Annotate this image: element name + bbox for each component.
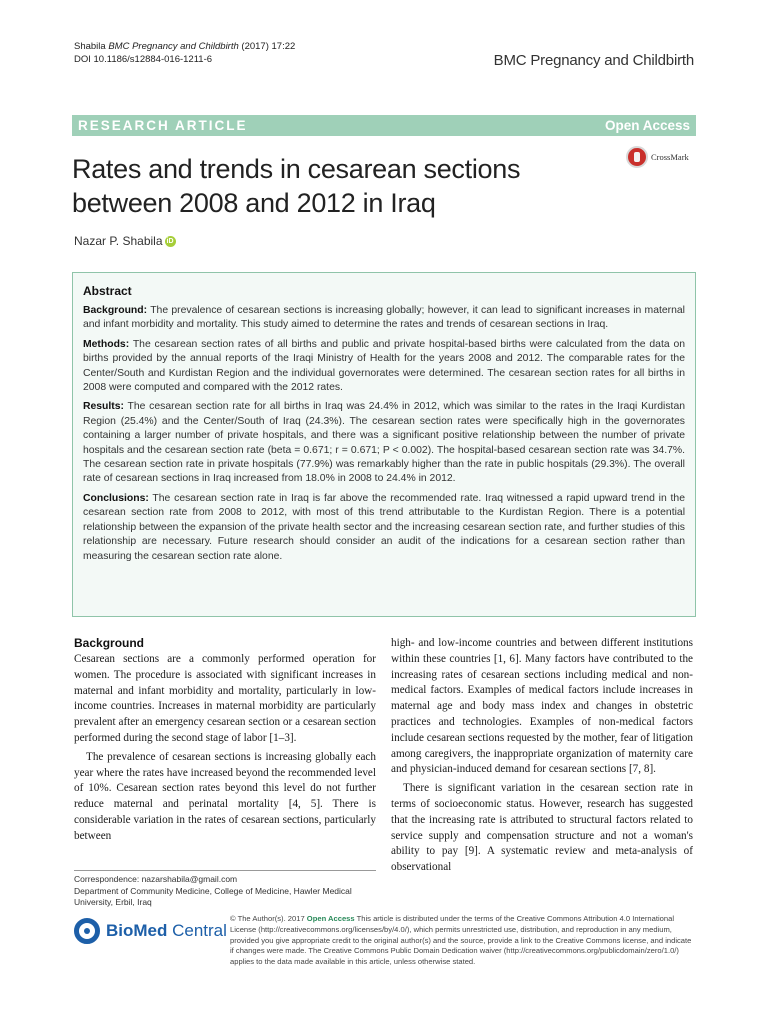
correspondence-note — [74, 870, 376, 909]
abstract-results — [83, 400, 685, 486]
crossmark-icon — [626, 146, 648, 168]
body-paragraph: high- and low-income countries and between different institutions within these countries [1, 6]. Many factors have contributed to the increasing rates of cesarean sections including medical and non-medical factors. Examples of medical factors include increases in maternal age and body mass index and changes in obstetric practices and technologies. Examples of non-medical factors include cesarean sections requested by the mother, fear of litigation among caregivers, the inappropriate organization of maternity care and physician-induced demand for cesarean sections [7, 8]. — [391, 637, 693, 776]
article-type-banner — [72, 115, 696, 136]
citation-author: Shabila — [74, 41, 106, 52]
citation-header — [74, 40, 295, 66]
crossmark-label: CrossMark — [651, 152, 689, 162]
abstract-text: The cesarean section rate for all births in Iraq was 24.4% in 2012, which was similar to the rates in the Iraqi Kurdistan Region (25.4%) and the Center/South of Iraq (24.3%). The cesarean section rates were specifically high in the governorates containing a larger number of private hospitals, and there was a significant positive relationship between the number of private hospitals and the cesarean section rate (beta = 0.671; r = 0.671; P < 0.002). The hospital-based cesarean section rate was 34.7%. The cesarean section rate in private hospitals (77.9%) was remarkably higher than the rate in public hospitals (29.3%). The overall rate of cesarean sections in Iraq increased from 18.0% in 2008 to 24.4% in 2012. — [83, 401, 685, 485]
biomed-central-wordmark — [106, 921, 227, 941]
abstract-text: The cesarean section rates of all births and public and private hospital-based births were calculated from the data on births provided by the annual reports of the Iraqi Ministry of Health for the years 2008 and 2012. The comparable rates for the Center/South and Kurdistan Region and the individual governorates were determined. The cesarean section rates for all births in 2008 were computed and compared with the 2012 rates. — [83, 338, 685, 394]
abstract-label: Background: — [83, 305, 148, 316]
citation-year: (2017) 17:22 — [241, 41, 296, 52]
body-column-right — [391, 636, 693, 879]
license-statement — [230, 914, 696, 968]
license-text: This article is distributed under the terms of the Creative Commons Attribution 4.0 International License (http://creativecommons.org/licenses/by/4.0/), which permits unrestricted use, distribution, and reproduction in any medium, provided you give appropriate credit to the original author(s) and the source, provide a link to the Creative Commons license, and indicate if changes were made. The Creative Commons Public Domain Dedication waiver (http://creativecommons.org/publicdomain/zero/1.0/) applies to the data made available in this article, unless otherwise stated. — [230, 914, 692, 967]
body-paragraph: The prevalence of cesarean sections is increasing globally each year where the rates have increased beyond the recommended level of 10%. Cesarean section rates beyond this level do not further reduce maternal and perinatal mortality [4, 5]. There is considerable variation in the rates of cesarean sections, particularly between — [74, 750, 376, 842]
crossmark-badge[interactable] — [626, 146, 689, 168]
abstract-text: The cesarean section rate in Iraq is far above the recommended rate. Iraq witnessed a rapid upward trend in the cesarean section rate from 2008 to 2012, with most of this trend attributable to the Kurdistan Region. There is a potential relationship between the expansion of the private health sector and the increasing cesarean section rate, and further studies of this relationship are necessary. Future research should consider an audit of the indications for a cesarean section rather than measuring the cesarean section rate alone. — [83, 492, 685, 562]
section-heading: Background — [74, 636, 145, 650]
citation-journal: BMC Pregnancy and Childbirth — [108, 41, 239, 52]
body-paragraph: There is significant variation in the cesarean section rate in terms of socioeconomic status. However, research has suggested that the increasing rate is attributed to structural factors related to service supply and compensation structure and not a woman's ability to pay [9]. A systematic review and meta-analysis of observational — [391, 782, 693, 874]
abstract-label: Conclusions: — [83, 492, 149, 504]
author-line — [74, 234, 176, 248]
license-prefix: © The Author(s). 2017 — [230, 914, 307, 923]
abstract-conclusions — [83, 492, 685, 564]
body-column-left — [74, 636, 376, 848]
logo-bold: BioMed — [106, 921, 168, 940]
page-title: Rates and trends in cesarean sections between 2008 and 2012 in Iraq — [72, 154, 521, 218]
author-name[interactable]: Nazar P. Shabila — [74, 234, 163, 248]
orcid-icon[interactable]: iD — [166, 237, 174, 245]
logo-rest: Central — [167, 921, 227, 940]
doi[interactable]: DOI 10.1186/s12884-016-1211-6 — [74, 54, 213, 65]
abstract-box — [72, 272, 696, 617]
abstract-background — [83, 304, 685, 333]
abstract-heading: Abstract — [83, 284, 132, 298]
article-type: RESEARCH ARTICLE — [78, 118, 248, 133]
abstract-text: The prevalence of cesarean sections is increasing globally; however, it can lead to significant increases in maternal and infant morbidity and mortality. This study aimed to determine the rates and trends of cesarean sections in Iraq. — [83, 305, 685, 331]
journal-name: BMC Pregnancy and Childbirth — [493, 52, 694, 69]
abstract-label: Results: — [83, 401, 124, 413]
biomed-central-logo — [74, 918, 227, 944]
license-open-access: Open Access — [306, 914, 355, 923]
author-affiliation: Department of Community Medicine, College of Medicine, Hawler Medical University, Erbil, Iraq — [74, 885, 352, 907]
body-paragraph: Cesarean sections are a commonly performed operation for women. The procedure is associated with significant increases in maternal and infant morbidity and mortality, particularly in low-income countries. Increases in maternal morbidity are particularly prevalent after an emergency cesarean section or a cesarean section performed during the second stage of labor [1–3]. — [74, 653, 376, 744]
correspondence-email[interactable]: Correspondence: nazarshabila@gmail.com — [74, 874, 238, 884]
abstract-label: Methods: — [83, 338, 130, 350]
abstract-methods — [83, 338, 685, 396]
open-access-label: Open Access — [604, 118, 690, 133]
biomed-central-icon — [74, 918, 100, 944]
